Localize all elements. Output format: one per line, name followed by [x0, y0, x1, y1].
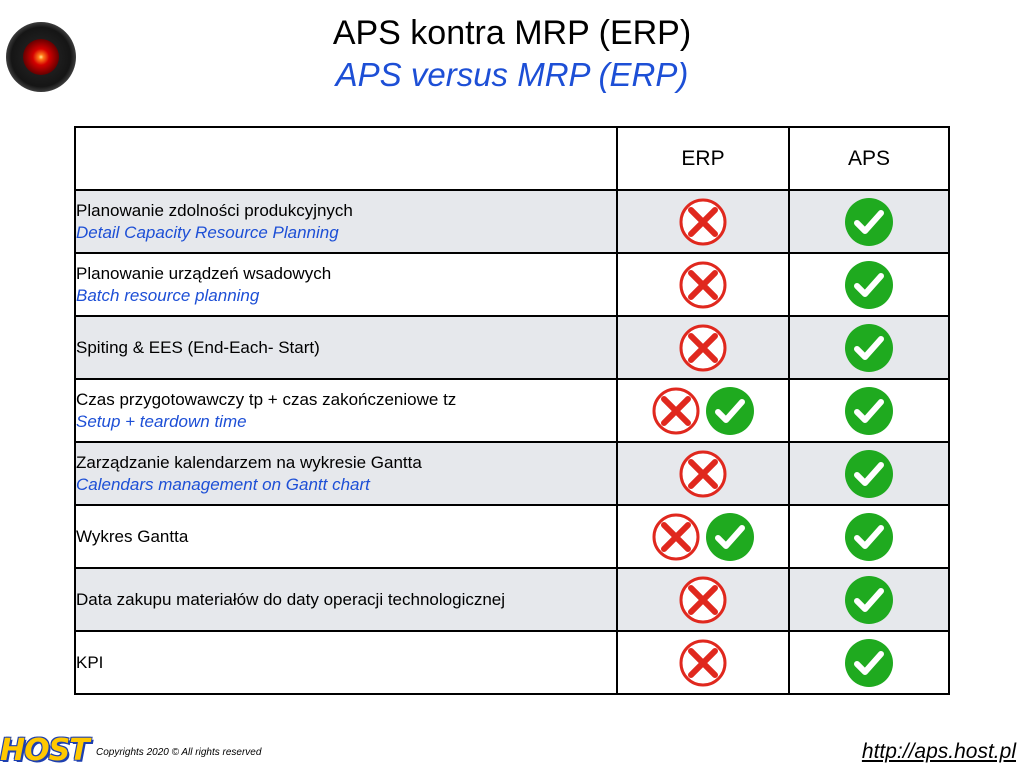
cross-circle-icon: [678, 260, 728, 310]
table-header-row: [75, 127, 949, 190]
aps-cell: [789, 253, 949, 316]
erp-cell: [617, 190, 789, 253]
table-row: [75, 190, 949, 253]
check-circle-icon: [844, 323, 894, 373]
erp-cell: [617, 568, 789, 631]
aps-cell: [789, 379, 949, 442]
table-row: [75, 568, 949, 631]
feature-cell: [75, 505, 617, 568]
feature-cell: [75, 190, 617, 253]
erp-cell: [617, 253, 789, 316]
website-link[interactable]: http://aps.host.pl: [861, 740, 1016, 763]
check-circle-icon: [844, 260, 894, 310]
table-row: [75, 631, 949, 694]
cross-circle-icon: [651, 512, 701, 562]
comparison-table: [74, 126, 950, 695]
check-circle-icon: [705, 512, 755, 562]
column-header-feature: [75, 127, 617, 190]
page-title: APS kontra MRP (ERP): [332, 14, 692, 52]
aps-cell: [789, 631, 949, 694]
table-row: [75, 505, 949, 568]
copyright-text: Copyrights 2020 © All rights reserved: [96, 747, 262, 758]
aps-cell: [789, 442, 949, 505]
check-circle-icon: [844, 386, 894, 436]
cross-circle-icon: [678, 449, 728, 499]
feature-label-pl: KPI: [76, 652, 104, 672]
erp-cell: [617, 631, 789, 694]
feature-label-en: Detail Capacity Resource Planning: [76, 222, 339, 242]
page-subtitle: APS versus MRP (ERP): [335, 56, 689, 93]
check-circle-icon: [844, 638, 894, 688]
check-circle-icon: [844, 449, 894, 499]
check-circle-icon: [844, 575, 894, 625]
check-circle-icon: [705, 386, 755, 436]
column-header-aps: APS: [789, 127, 949, 190]
check-circle-icon: [844, 512, 894, 562]
aps-cell: [789, 505, 949, 568]
cross-circle-icon: [651, 386, 701, 436]
feature-cell: [75, 568, 617, 631]
feature-label-pl: Spiting & EES (End-Each- Start): [76, 337, 320, 357]
host-logo: HOST: [0, 733, 89, 768]
feature-label-pl: Wykres Gantta: [76, 526, 189, 546]
erp-cell: [617, 316, 789, 379]
feature-label-pl: Data zakupu materiałów do daty operacji technologicznej: [76, 589, 506, 609]
feature-label-pl: Planowanie zdolności produkcyjnych: [76, 200, 353, 220]
feature-label-pl: Czas przygotowawczy tp + czas zakończeniowe tz: [76, 389, 457, 409]
check-circle-icon: [844, 197, 894, 247]
table-row: [75, 379, 949, 442]
aps-cell: [789, 190, 949, 253]
aps-cell: [789, 316, 949, 379]
feature-label-en: Calendars management on Gantt chart: [76, 474, 370, 494]
cross-circle-icon: [678, 197, 728, 247]
feature-label-pl: Planowanie urządzeń wsadowych: [76, 263, 332, 283]
cross-circle-icon: [678, 323, 728, 373]
feature-label-en: Batch resource planning: [76, 285, 260, 305]
feature-cell: [75, 442, 617, 505]
feature-cell: [75, 253, 617, 316]
feature-cell: [75, 631, 617, 694]
feature-cell: [75, 316, 617, 379]
cross-circle-icon: [678, 575, 728, 625]
column-header-erp: ERP: [617, 127, 789, 190]
erp-cell: [617, 379, 789, 442]
table-row: [75, 253, 949, 316]
erp-cell: [617, 442, 789, 505]
aps-cell: [789, 568, 949, 631]
table-row: [75, 442, 949, 505]
feature-cell: [75, 379, 617, 442]
feature-label-en: Setup + teardown time: [76, 411, 247, 431]
table-row: [75, 316, 949, 379]
feature-label-pl: Zarządzanie kalendarzem na wykresie Gantta: [76, 452, 422, 472]
cross-circle-icon: [678, 638, 728, 688]
erp-cell: [617, 505, 789, 568]
